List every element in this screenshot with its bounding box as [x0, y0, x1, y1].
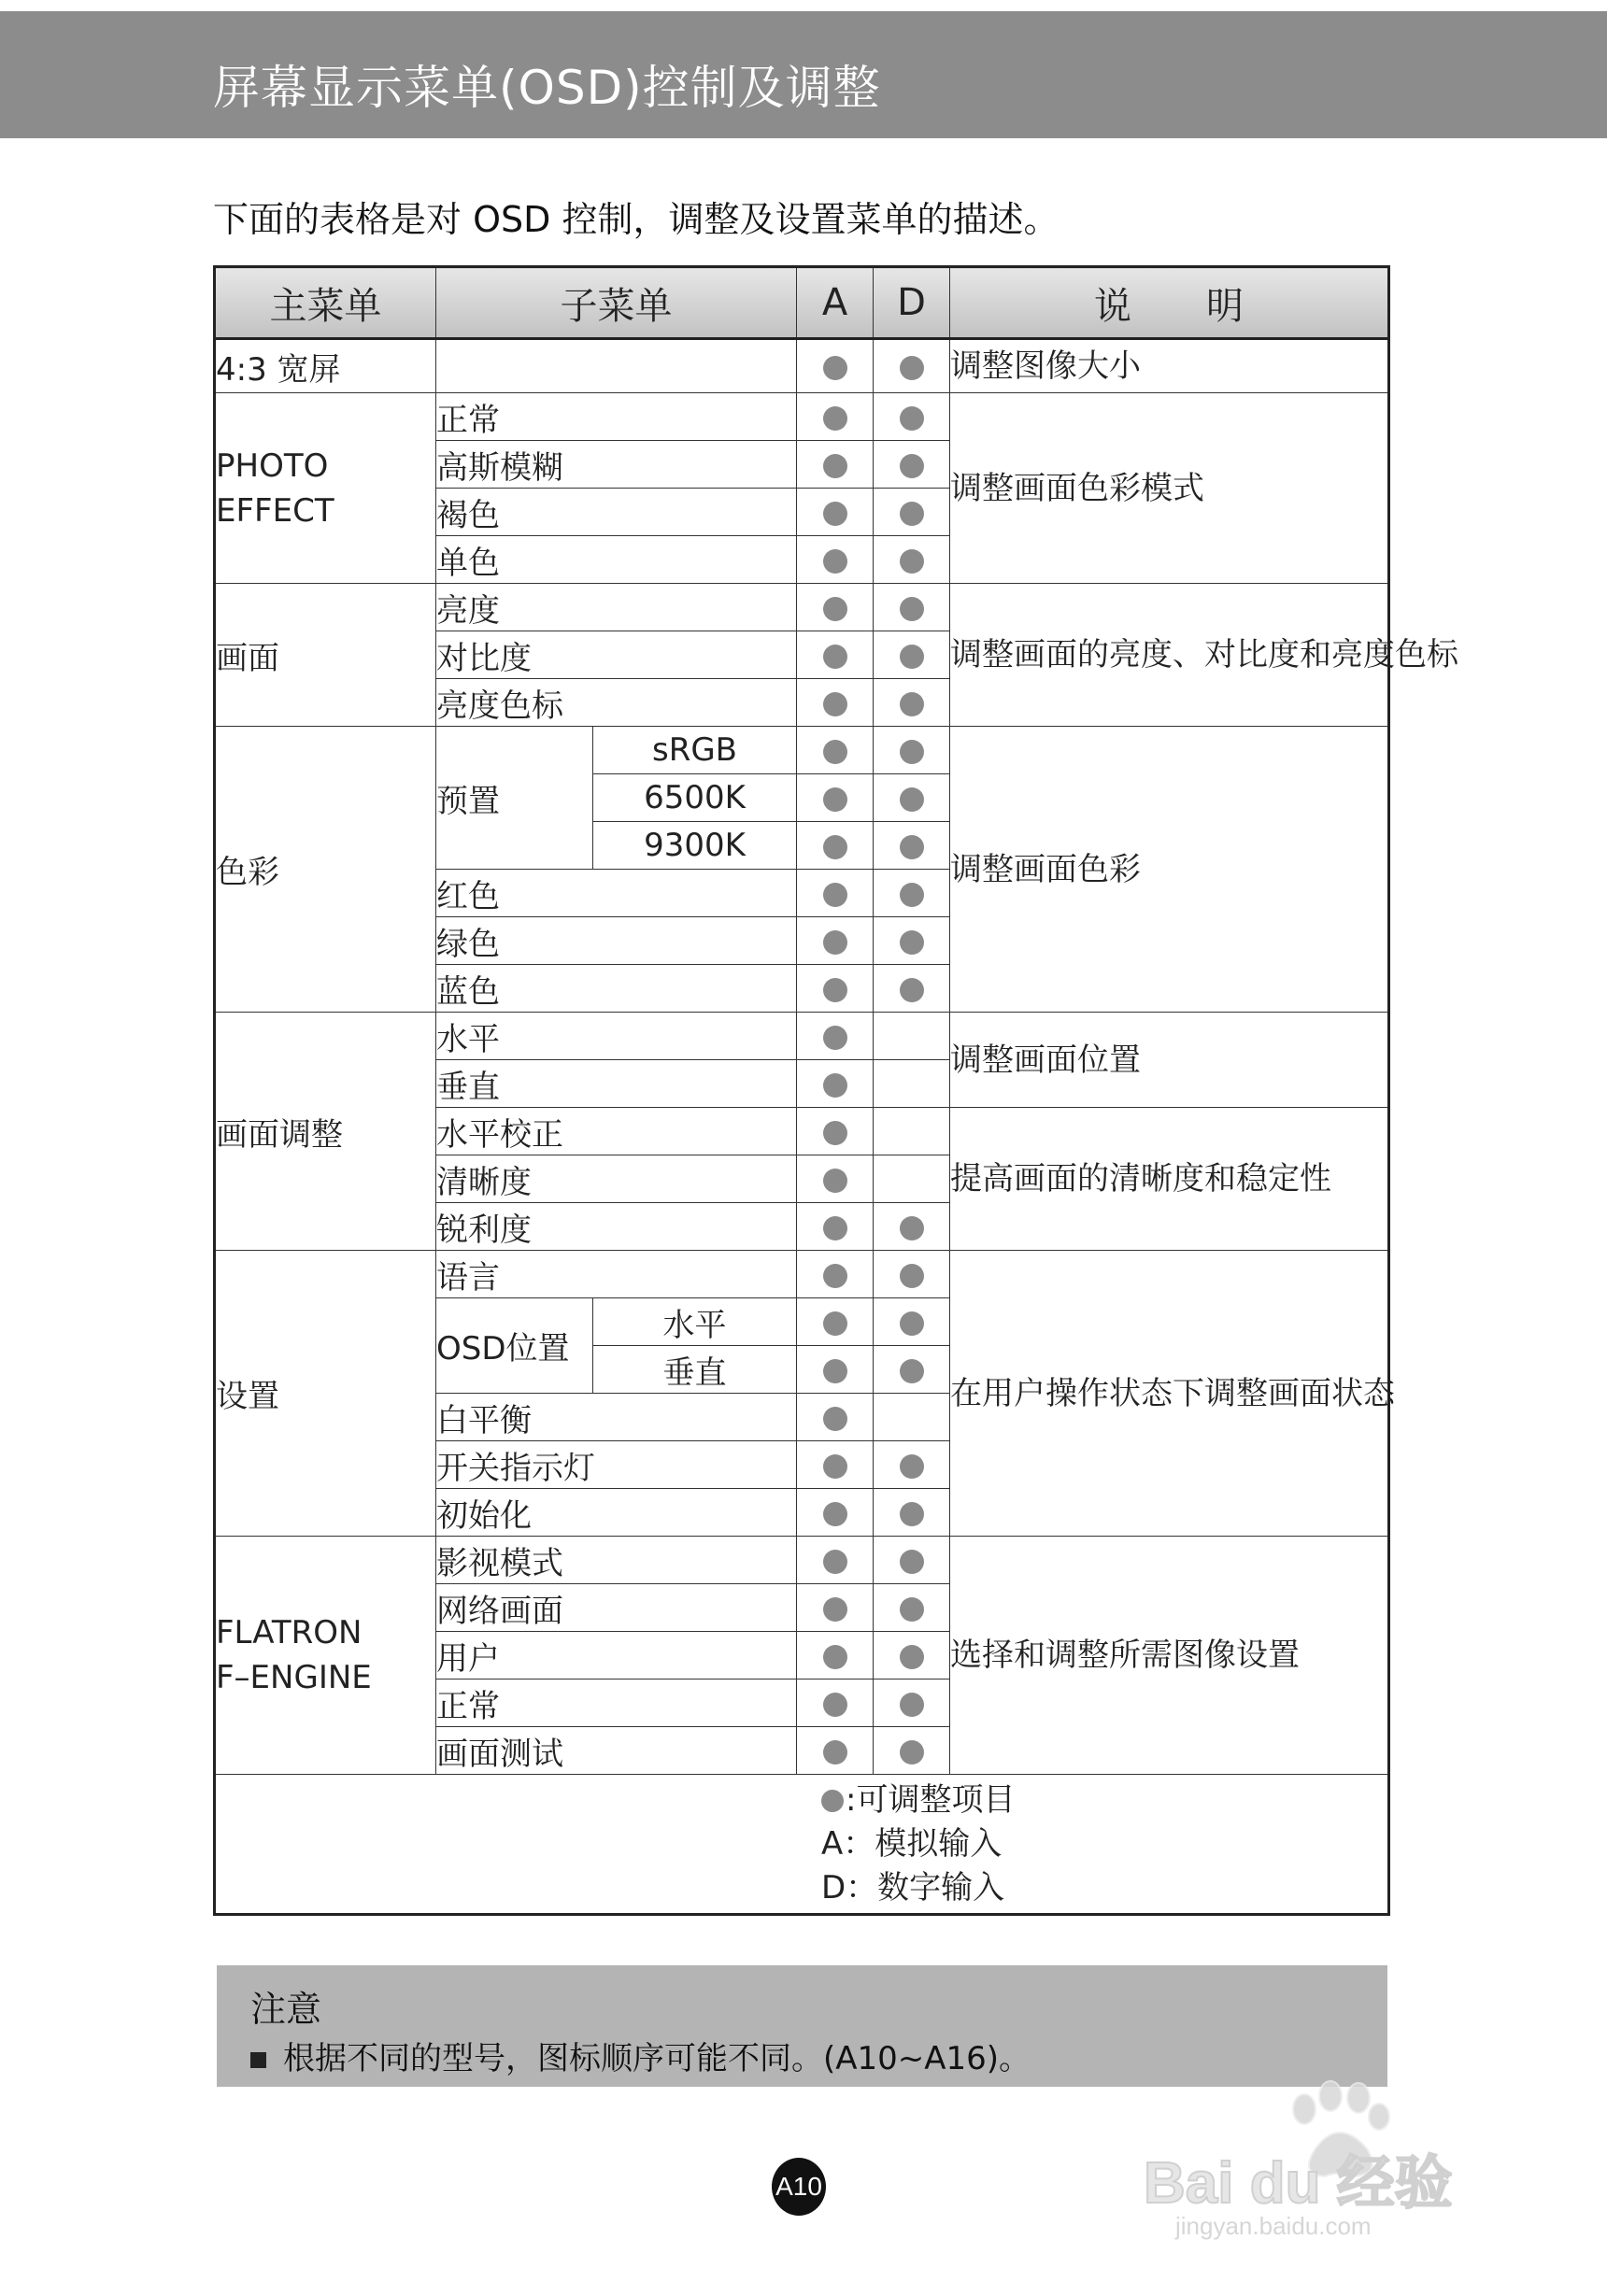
d-cell	[874, 584, 950, 631]
main-menu-cell: 设置	[215, 1251, 436, 1537]
adjustable-dot-icon	[823, 1311, 847, 1336]
header-description: 说 明	[950, 267, 1389, 339]
note-body-line	[250, 2033, 1031, 2078]
baidu-watermark	[1138, 2055, 1512, 2242]
d-cell	[874, 822, 950, 870]
main-menu-line: F–ENGINE	[216, 1659, 372, 1696]
sub-menu-cell: 初始化	[436, 1489, 797, 1537]
d-cell	[874, 339, 950, 393]
a-cell	[797, 1298, 874, 1346]
adjustable-dot-icon	[823, 454, 847, 478]
header-d: D	[874, 267, 950, 339]
adjustable-dot-icon	[900, 645, 924, 669]
d-cell	[874, 1155, 950, 1203]
sub-menu-cell: 白平衡	[436, 1394, 797, 1441]
adjustable-dot-icon	[823, 406, 847, 431]
d-cell	[874, 1203, 950, 1251]
sub-menu-cell: 亮度	[436, 584, 797, 631]
intro-text: 下面的表格是对 OSD 控制，调整及设置菜单的描述。	[213, 199, 1059, 240]
sub-menu-cell: 语言	[436, 1251, 797, 1298]
adjustable-dot-icon	[900, 1454, 924, 1479]
d-cell	[874, 965, 950, 1013]
sub-menu-cell: 对比度	[436, 631, 797, 679]
adjustable-dot-icon	[823, 1693, 847, 1717]
adjustable-dot-icon	[823, 1740, 847, 1765]
adjustable-dot-icon	[900, 1264, 924, 1288]
a-cell	[797, 441, 874, 489]
square-bullet-icon	[250, 2052, 266, 2068]
a-cell	[797, 1060, 874, 1108]
main-menu-line: EFFECT	[216, 491, 334, 530]
a-cell	[797, 1679, 874, 1727]
adjustable-dot-icon	[900, 1597, 924, 1622]
a-cell	[797, 917, 874, 965]
sub-menu-cell	[436, 339, 797, 393]
legend-a-text: A：模拟输入	[821, 1824, 1003, 1863]
adjustable-dot-icon	[823, 1550, 847, 1574]
d-cell	[874, 917, 950, 965]
header-sub-menu: 子菜单	[436, 267, 797, 339]
d-cell	[874, 1394, 950, 1441]
adjustable-dot-icon	[900, 502, 924, 526]
sub-menu-cell: 预置	[436, 727, 593, 870]
d-cell	[874, 441, 950, 489]
a-cell	[797, 584, 874, 631]
d-cell	[874, 870, 950, 917]
adjustable-dot-icon	[823, 1359, 847, 1383]
description-cell: 调整画面的亮度、对比度和亮度色标	[950, 584, 1389, 727]
d-cell	[874, 1251, 950, 1298]
table-row	[215, 339, 1389, 393]
a-cell	[797, 1346, 874, 1394]
a-cell	[797, 1727, 874, 1775]
a-cell	[797, 1584, 874, 1632]
d-cell	[874, 1727, 950, 1775]
adjustable-dot-icon	[823, 1597, 847, 1622]
table-header-row	[215, 267, 1389, 339]
adjustable-dot-icon	[823, 1073, 847, 1098]
d-cell	[874, 1060, 950, 1108]
d-cell	[874, 1298, 950, 1346]
sub-sub-menu-cell: 垂直	[593, 1346, 797, 1394]
legend-dot-text: :可调整项目	[846, 1780, 1016, 1819]
a-cell	[797, 1108, 874, 1155]
watermark-brand: Bai du 经验	[1144, 2151, 1453, 2216]
adjustable-dot-icon	[823, 1216, 847, 1240]
adjustable-dot-icon	[900, 454, 924, 478]
sub-sub-menu-cell: 9300K	[593, 822, 797, 870]
adjustable-dot-icon	[823, 1645, 847, 1669]
sub-menu-cell: 绿色	[436, 917, 797, 965]
a-cell	[797, 1489, 874, 1537]
a-cell	[797, 1013, 874, 1060]
adjustable-dot-icon	[823, 1454, 847, 1479]
a-cell	[797, 1251, 874, 1298]
adjustable-dot-icon	[823, 549, 847, 574]
sub-menu-cell: 蓝色	[436, 965, 797, 1013]
a-cell	[797, 870, 874, 917]
sub-menu-cell: 单色	[436, 536, 797, 584]
adjustable-dot-icon	[900, 549, 924, 574]
a-cell	[797, 822, 874, 870]
sub-menu-cell: 网络画面	[436, 1584, 797, 1632]
main-menu-cell: 4:3 宽屏	[215, 339, 436, 393]
sub-menu-cell: 红色	[436, 870, 797, 917]
legend-cell	[215, 1775, 1389, 1915]
description-cell: 调整画面位置	[950, 1013, 1389, 1108]
table-row	[215, 727, 1389, 774]
a-cell	[797, 536, 874, 584]
description-cell: 调整图像大小	[950, 339, 1389, 393]
adjustable-dot-icon	[900, 597, 924, 621]
table-row	[215, 393, 1389, 441]
d-cell	[874, 1632, 950, 1679]
sub-menu-cell: 正常	[436, 393, 797, 441]
table-row	[215, 1537, 1389, 1584]
adjustable-dot-icon	[900, 1693, 924, 1717]
description-cell: 提高画面的清晰度和稳定性	[950, 1108, 1389, 1251]
sub-sub-menu-cell: sRGB	[593, 727, 797, 774]
adjustable-dot-icon	[823, 835, 847, 859]
adjustable-dot-icon	[900, 835, 924, 859]
d-cell	[874, 1537, 950, 1584]
note-body: 根据不同的型号，图标顺序可能不同。(A10~A16)。	[283, 2040, 1031, 2077]
description-cell: 调整画面色彩	[950, 727, 1389, 1013]
sub-menu-cell: 影视模式	[436, 1537, 797, 1584]
legend-row	[215, 1775, 1389, 1915]
adjustable-dot-icon	[900, 406, 924, 431]
a-cell	[797, 774, 874, 822]
page-number: A10	[772, 2158, 826, 2216]
table-row	[215, 1013, 1389, 1060]
a-cell	[797, 1441, 874, 1489]
d-cell	[874, 1441, 950, 1489]
adjustable-dot-icon	[823, 692, 847, 716]
adjustable-dot-icon	[900, 356, 924, 380]
a-cell	[797, 631, 874, 679]
d-cell	[874, 1013, 950, 1060]
osd-menu-table	[213, 265, 1458, 1916]
a-cell	[797, 1632, 874, 1679]
adjustable-dot-icon	[823, 1502, 847, 1526]
adjustable-dot-icon	[900, 1216, 924, 1240]
adjustable-dot-icon	[823, 597, 847, 621]
sub-menu-cell: 用户	[436, 1632, 797, 1679]
note-title: 注意	[250, 1989, 322, 2030]
d-cell	[874, 679, 950, 727]
description-cell: 调整画面色彩模式	[950, 393, 1389, 584]
header-a: A	[797, 267, 874, 339]
adjustable-dot-icon	[823, 502, 847, 526]
adjustable-dot-icon	[823, 740, 847, 764]
sub-menu-cell: 水平校正	[436, 1108, 797, 1155]
a-cell	[797, 1203, 874, 1251]
sub-menu-cell: 开关指示灯	[436, 1441, 797, 1489]
a-cell	[797, 1537, 874, 1584]
adjustable-dot-icon	[900, 787, 924, 812]
main-menu-cell	[215, 393, 436, 584]
d-cell	[874, 727, 950, 774]
sub-menu-cell: 正常	[436, 1679, 797, 1727]
d-cell	[874, 774, 950, 822]
watermark-url: jingyan.baidu.com	[1175, 2212, 1372, 2240]
adjustable-dot-icon	[823, 1264, 847, 1288]
d-cell	[874, 1489, 950, 1537]
table-row	[215, 1251, 1389, 1298]
table-row	[215, 584, 1389, 631]
adjustable-dot-icon	[823, 1169, 847, 1193]
adjustable-dot-icon	[823, 930, 847, 955]
sub-menu-cell: 褐色	[436, 489, 797, 536]
legend-d-text: D：数字输入	[821, 1868, 1005, 1906]
adjustable-dot-icon	[821, 1790, 844, 1812]
main-menu-line: FLATRON	[216, 1614, 363, 1651]
legend-dot-line	[821, 1779, 1387, 1822]
adjustable-dot-icon	[900, 1502, 924, 1526]
main-menu-cell	[215, 1537, 436, 1775]
adjustable-dot-icon	[823, 787, 847, 812]
adjustable-dot-icon	[900, 1645, 924, 1669]
d-cell	[874, 393, 950, 441]
sub-menu-cell: 高斯模糊	[436, 441, 797, 489]
adjustable-dot-icon	[900, 883, 924, 907]
a-cell	[797, 1394, 874, 1441]
a-cell	[797, 339, 874, 393]
a-cell	[797, 679, 874, 727]
adjustable-dot-icon	[900, 930, 924, 955]
adjustable-dot-icon	[823, 356, 847, 380]
sub-menu-cell: 亮度色标	[436, 679, 797, 727]
d-cell	[874, 631, 950, 679]
main-menu-line: PHOTO	[216, 446, 329, 485]
sub-menu-cell: OSD位置	[436, 1298, 593, 1394]
main-menu-cell: 画面调整	[215, 1013, 436, 1251]
sub-sub-menu-cell: 6500K	[593, 774, 797, 822]
sub-menu-cell: 垂直	[436, 1060, 797, 1108]
main-menu-cell: 画面	[215, 584, 436, 727]
description-cell: 在用户操作状态下调整画面状态	[950, 1251, 1389, 1537]
a-cell	[797, 965, 874, 1013]
d-cell	[874, 1584, 950, 1632]
page-title: 屏幕显示菜单(OSD)控制及调整	[213, 61, 881, 115]
sub-menu-cell: 水平	[436, 1013, 797, 1060]
sub-menu-cell: 清晰度	[436, 1155, 797, 1203]
sub-menu-cell: 画面测试	[436, 1727, 797, 1775]
adjustable-dot-icon	[900, 1740, 924, 1765]
page-header	[0, 11, 1607, 138]
d-cell	[874, 536, 950, 584]
a-cell	[797, 489, 874, 536]
description-cell: 选择和调整所需图像设置	[950, 1537, 1389, 1775]
d-cell	[874, 1346, 950, 1394]
d-cell	[874, 1679, 950, 1727]
main-menu-cell: 色彩	[215, 727, 436, 1013]
d-cell	[874, 1108, 950, 1155]
adjustable-dot-icon	[823, 1026, 847, 1050]
adjustable-dot-icon	[823, 645, 847, 669]
sub-menu-cell: 锐利度	[436, 1203, 797, 1251]
adjustable-dot-icon	[900, 1311, 924, 1336]
adjustable-dot-icon	[823, 1121, 847, 1145]
adjustable-dot-icon	[823, 978, 847, 1002]
adjustable-dot-icon	[823, 1407, 847, 1431]
adjustable-dot-icon	[823, 883, 847, 907]
a-cell	[797, 1155, 874, 1203]
sub-sub-menu-cell: 水平	[593, 1298, 797, 1346]
d-cell	[874, 489, 950, 536]
adjustable-dot-icon	[900, 1359, 924, 1383]
header-main-menu: 主菜单	[215, 267, 436, 339]
adjustable-dot-icon	[900, 740, 924, 764]
adjustable-dot-icon	[900, 1550, 924, 1574]
adjustable-dot-icon	[900, 692, 924, 716]
a-cell	[797, 393, 874, 441]
legend	[821, 1779, 1387, 1910]
adjustable-dot-icon	[900, 978, 924, 1002]
a-cell	[797, 727, 874, 774]
